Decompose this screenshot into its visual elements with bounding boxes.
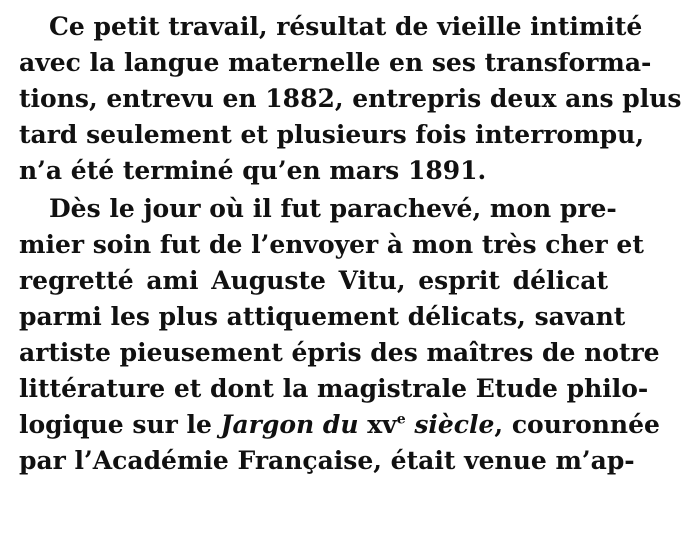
paragraph-1 (19, 9, 681, 189)
text-run: logique sur le (19, 410, 221, 439)
text-line: par l’Académie Française, était venue m’ap- (19, 446, 635, 475)
text-line: littérature et dont la magistrale Etude philo- (19, 374, 649, 403)
text-line-with-italic (19, 407, 660, 443)
text-line: mier soin fut de l’envoyer à mon très cher et (19, 230, 644, 259)
text-line: artiste pieusement épris des maîtres de notre (19, 338, 660, 367)
text-line: tard seulement et plusieurs fois interrompu, (19, 120, 645, 149)
text-line: avec la langue maternelle en ses transforma- (19, 48, 652, 77)
text-run: , couronnée (494, 410, 660, 439)
italic-title-run: Jargon du (220, 410, 359, 439)
text-line: regretté ami Auguste Vitu, esprit délicat (19, 266, 608, 295)
italic-title-run: siècle (405, 410, 495, 439)
text-line: parmi les plus attiquement délicats, savant (19, 302, 626, 331)
superscript: e (396, 411, 406, 428)
text-run: xv (358, 410, 397, 439)
text-line: tions, entrevu en 1882, entrepris deux ans plus (19, 84, 681, 113)
text-line: n’a été terminé qu’en mars 1891. (19, 156, 487, 185)
text-line: Dès le jour où il fut parachevé, mon pre- (49, 194, 617, 223)
paragraph-2 (19, 191, 660, 479)
text-line: Ce petit travail, résultat de vieille intimité (49, 12, 643, 41)
